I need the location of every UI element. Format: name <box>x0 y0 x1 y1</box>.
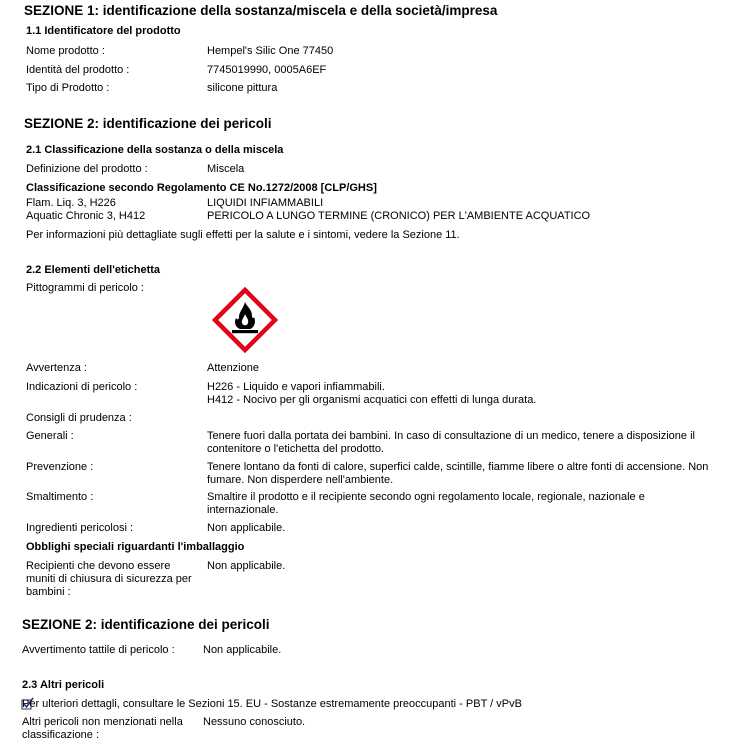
indicazioni-pericolo-line-2: H412 - Nocivo per gli organismi acquatici con effetti di lunga durata. <box>207 394 537 406</box>
tipo-prodotto-label: Tipo di Prodotto : <box>26 82 110 94</box>
recipienti-value: Non applicabile. <box>207 560 286 572</box>
identita-prodotto-label: Identità del prodotto : <box>26 64 130 76</box>
recipienti-label-line-3: bambini : <box>26 586 71 598</box>
obblighi-imballaggio-title: Obblighi speciali riguardanti l'imballaggio <box>26 541 245 553</box>
definizione-prodotto-label: Definizione del prodotto : <box>26 163 148 175</box>
ghs02-flame-icon <box>212 287 278 353</box>
pittogrammi-label: Pittogrammi di pericolo : <box>26 282 144 294</box>
altri-pericoli-label-line-2: classificazione : <box>22 729 100 741</box>
subsection-2-3-title: 2.3 Altri pericoli <box>22 679 105 691</box>
altri-pericoli-label-line-1: Altri pericoli non menzionati nella <box>22 716 183 728</box>
generali-label: Generali : <box>26 430 74 442</box>
definizione-prodotto-value: Miscela <box>207 163 245 175</box>
avvertenza-value: Attenzione <box>207 362 259 374</box>
consigli-prudenza-label: Consigli di prudenza : <box>26 412 132 424</box>
recipienti-label-line-1: Recipienti che devono essere <box>26 560 171 572</box>
health-info-text: Per informazioni più dettagliate sugli effetti per la salute e i sintomi, vedere la Sezione 11. <box>26 229 460 241</box>
clp-code-2: Aquatic Chronic 3, H412 <box>26 210 146 222</box>
indicazioni-pericolo-label: Indicazioni di pericolo : <box>26 381 138 393</box>
avvertenza-label: Avvertenza : <box>26 362 87 374</box>
indicazioni-pericolo-line-1: H226 - Liquido e vapori infiammabili. <box>207 381 385 393</box>
section-2b-title: SEZIONE 2: identificazione dei pericoli <box>22 617 270 632</box>
clp-desc-2: PERICOLO A LUNGO TERMINE (CRONICO) PER L'AMBIENTE ACQUATICO <box>207 210 591 222</box>
section-1-title: SEZIONE 1: identificazione della sostanza/miscela e della società/impresa <box>24 3 498 18</box>
ingredienti-pericolosi-value: Non applicabile. <box>207 522 286 534</box>
generali-line-2: contenitore o l'etichetta del prodotto. <box>207 443 384 455</box>
ingredienti-pericolosi-label: Ingredienti pericolosi : <box>26 522 134 534</box>
subsection-2-1-title: 2.1 Classificazione della sostanza o della miscela <box>26 144 284 156</box>
clp-code-1: Flam. Liq. 3, H226 <box>26 197 116 209</box>
nome-prodotto-label: Nome prodotto : <box>26 45 105 57</box>
prevenzione-line-2: fumare. Non disperdere nell'ambiente. <box>207 474 394 486</box>
section-2-title: SEZIONE 2: identificazione dei pericoli <box>24 116 272 131</box>
smaltimento-label: Smaltimento : <box>26 491 94 503</box>
clp-classification-title: Classificazione secondo Regolamento CE No.1272/2008 [CLP/GHS] <box>26 182 377 194</box>
subsection-2-2-title: 2.2 Elementi dell'etichetta <box>26 264 161 276</box>
tipo-prodotto-value: silicone pittura <box>207 82 278 94</box>
smaltimento-line-2: internazionale. <box>207 504 279 516</box>
avvertimento-tattile-value: Non applicabile. <box>203 644 282 656</box>
recipienti-label-line-2: muniti di chiusura di sicurezza per <box>26 573 192 585</box>
identita-prodotto-value: 7745019990, 0005A6EF <box>207 64 327 76</box>
nome-prodotto-value: Hempel's Silic One 77450 <box>207 45 334 57</box>
altri-pericoli-text: Per ulteriori dettagli, consultare le Sezioni 15. EU - Sostanze estremamente preoccupanti - PBT / vPvB <box>22 698 522 710</box>
generali-line-1: Tenere fuori dalla portata dei bambini. In caso di consultazione di un medico, tenere a disposizione il <box>207 430 695 442</box>
avvertimento-tattile-label: Avvertimento tattile di pericolo : <box>22 644 175 656</box>
prevenzione-line-1: Tenere lontano da fonti di calore, superfici calde, scintille, fiamme libere o altre fonti di accensione. Non <box>207 461 709 473</box>
subsection-1-1-title: 1.1 Identificatore del prodotto <box>26 25 181 37</box>
altri-pericoli-value: Nessuno conosciuto. <box>203 716 306 728</box>
prevenzione-label: Prevenzione : <box>26 461 94 473</box>
clp-desc-1: LIQUIDI INFIAMMABILI <box>207 197 324 209</box>
smaltimento-line-1: Smaltire il prodotto e il recipiente secondo ogni regolamento locale, regionale, nazionale e <box>207 491 645 503</box>
